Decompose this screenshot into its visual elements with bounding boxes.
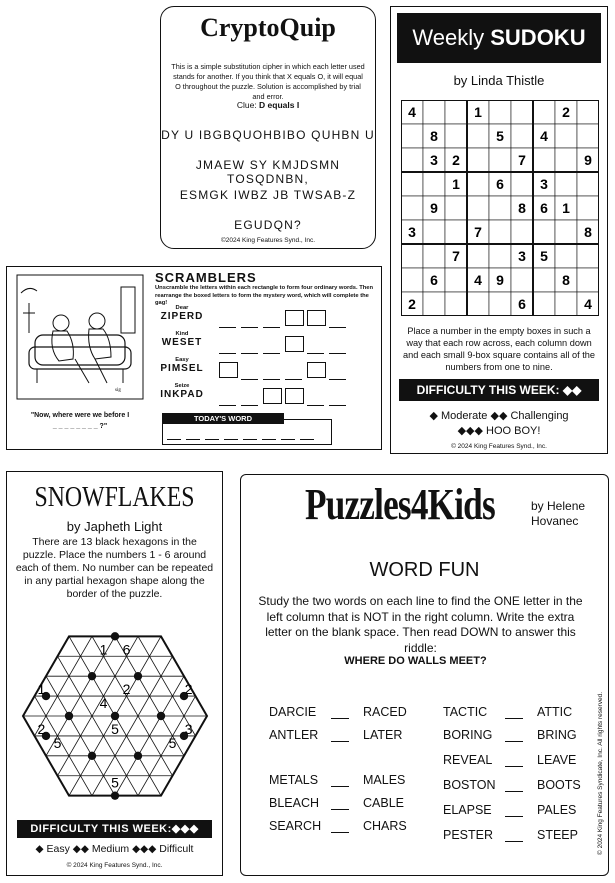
sudoku-given: 6 [496,176,504,192]
extra-letter-blank[interactable] [331,809,349,810]
sudoku-header [397,13,601,63]
left-word: REVEAL [443,753,493,767]
sudoku-given: 2 [408,296,416,312]
sudoku-given: 8 [584,224,592,240]
sudoku-cell[interactable] [401,244,423,268]
left-word: ELAPSE [443,803,492,817]
sudoku-given: 4 [584,296,592,312]
puzzles4kids-panel [240,474,609,876]
sudoku-cell[interactable] [577,100,599,124]
sudoku-cell[interactable] [489,292,511,316]
extra-letter-blank[interactable] [331,786,349,787]
extra-letter-blank[interactable] [505,816,523,817]
sudoku-cell[interactable] [533,292,555,316]
cryptoquip-panel [160,6,376,249]
sudoku-cell[interactable] [511,124,533,148]
snowflakes-byline: by Japheth Light [66,519,163,534]
right-word: LEAVE [537,753,577,767]
snowflakes-copyright: © 2024 King Features Synd., Inc. [66,862,163,869]
author-line: by Helene [531,499,586,513]
puzzles4kids-logo: Puzzles4Kids [305,480,495,529]
riddle-question: WHERE DO WALLS MEET? [344,655,487,667]
black-hexagon [111,712,119,720]
scrambled-word: PIMSEL [160,363,204,374]
boxed-letter-slot[interactable] [285,310,304,326]
sudoku-cell[interactable] [555,220,577,244]
author-line: Hovanec [531,514,579,528]
given-number: 2 [184,681,193,698]
black-hexagon [88,752,96,760]
puzzles4kids-instructions: Study the two words on each line to find the ONE letter in the left column that is NOT in the right column. Write the extra letter on the blank space. Then read DOWN to answer this riddle: [258,594,583,655]
snowflakes-instructions: There are 13 black hexagons in the puzzle. Place the numbers 1 - 6 around each of them. No number can be repeated in any partial hexagon shape along the border of the puzzle. [15,536,214,600]
caption-line: _ _ _ _ _ _ _ _ ?" [52,423,108,430]
black-hexagon [134,752,142,760]
given-number: 5 [111,774,119,791]
given-number: 1 [37,681,46,698]
sudoku-cell[interactable] [577,172,599,196]
left-word: ANTLER [269,728,319,742]
extra-letter-blank[interactable] [331,741,349,742]
sudoku-cell[interactable] [577,124,599,148]
sudoku-cell[interactable] [533,100,555,124]
boxed-letter-slot[interactable] [285,388,304,404]
clue-label: Clue: [236,100,257,110]
sudoku-given: 5 [496,128,504,144]
sudoku-cell[interactable] [423,220,445,244]
given-number: 2 [122,681,131,698]
left-word: METALS [269,773,319,787]
black-hexagon [65,712,73,720]
black-hexagon [88,672,96,680]
scramble-word-row [157,357,207,374]
sudoku-given: 8 [430,128,438,144]
sudoku-given: 3 [540,176,548,192]
letter-blank[interactable] [263,327,280,328]
right-word: ATTIC [537,705,573,719]
sudoku-title-bold: SUDOKU [490,25,586,50]
cipher-line: DY U IBGBQUOHBIBO QUHBN U [161,128,375,142]
scramblers-instructions: Unscramble the letters within each rectangle to form four ordinary words. Then rearrange the boxed letters to form the mystery word, which will complete the gag! [155,285,374,306]
sudoku-copyright: © 2024 King Features Synd., Inc. [451,443,547,450]
clue-text: D equals I [259,100,300,110]
cartoon-caption [15,410,145,432]
sudoku-cell[interactable] [555,244,577,268]
right-word: RACED [363,705,407,719]
snowflakes-difficulty: DIFFICULTY THIS WEEK:◆◆◆ [17,820,212,838]
given-number: 5 [168,734,177,751]
scramblers-title: SCRAMBLERS [155,270,257,285]
sudoku-cell[interactable] [445,220,467,244]
sudoku-cell[interactable] [555,292,577,316]
sudoku-level-line: ◆ Moderate ◆◆ Challenging [429,410,569,422]
sudoku-given: 6 [518,296,526,312]
sudoku-cell[interactable] [401,196,423,220]
puzzles4kids-subtitle: WORD FUN [369,559,480,581]
sudoku-given: 8 [518,200,526,216]
rights-notice: © 2024 King Features Syndicate, Inc. All rights reserved. [597,691,604,855]
boxed-letter-slot[interactable] [219,362,238,378]
sudoku-cell[interactable] [467,196,489,220]
sudoku-cell[interactable] [511,100,533,124]
sudoku-given: 9 [584,152,592,168]
sudoku-given: 9 [496,272,504,288]
letter-blank[interactable] [241,353,258,354]
letter-blank[interactable] [307,353,324,354]
cryptoquip-intro: This is a simple substitution cipher in which each letter used stands for another. If you think that X equals O, it will equal O throughout the puzzle. Solution is accomplished by trial and error. [171,62,365,101]
sudoku-given: 1 [562,200,570,216]
right-word: STEEP [537,828,578,842]
sudoku-given: 7 [474,224,482,240]
sudoku-given: 1 [452,176,460,192]
letter-blank[interactable] [263,353,280,354]
sudoku-cell[interactable] [489,100,511,124]
cipher-line: ESMGK IWBZ JB TWSAB-Z [179,188,357,202]
sudoku-given: 4 [540,128,548,144]
sudoku-cell[interactable] [489,244,511,268]
sudoku-cell[interactable] [423,172,445,196]
black-hexagon [111,791,119,799]
sudoku-given: 4 [408,104,416,120]
sudoku-cell[interactable] [555,124,577,148]
left-word: BOSTON [443,778,496,792]
sudoku-cell[interactable] [467,292,489,316]
scramble-word-row [157,383,207,400]
letter-blank[interactable] [329,327,346,328]
scramble-word-row [157,331,207,348]
letter-blank[interactable] [307,405,324,406]
letter-blank[interactable] [263,379,280,380]
cipher-line: EGUDQN? [234,218,302,232]
sudoku-given: 3 [408,224,416,240]
extra-letter-blank[interactable] [331,718,349,719]
scramble-word-row [157,305,207,322]
extra-letter-blank[interactable] [505,841,523,842]
sudoku-levels [391,409,607,439]
right-word: PALES [537,803,577,817]
letter-blank[interactable] [241,327,258,328]
right-word: BRING [537,728,577,742]
sudoku-cell[interactable] [533,148,555,172]
word-hint: Dear [175,305,189,311]
sudoku-given: 3 [518,248,526,264]
boxed-letter-slot[interactable] [307,362,326,378]
extra-letter-blank[interactable] [505,766,523,767]
caption-line: "Now, where were we before I [30,412,130,419]
boxed-letter-slot[interactable] [263,388,282,404]
right-word: MALES [363,773,406,787]
sudoku-cell[interactable] [467,124,489,148]
sudoku-cell[interactable] [401,172,423,196]
sudoku-cell[interactable] [467,148,489,172]
sudoku-cell[interactable] [577,268,599,292]
sudoku-given: 4 [474,272,482,288]
sudoku-cell[interactable] [533,268,555,292]
given-number: 2 [37,720,46,737]
extra-letter-blank[interactable] [505,791,523,792]
sudoku-given: 2 [562,104,570,120]
snowflakes-title: SNOWFLAKES [34,482,195,513]
scrambled-word: INKPAD [160,389,204,400]
letter-blank[interactable] [285,379,302,380]
given-number: 5 [111,720,119,737]
sudoku-cell[interactable] [445,292,467,316]
left-word: DARCIE [269,705,317,719]
letter-blank[interactable] [241,379,258,380]
todays-word-label: TODAY'S WORD [162,413,284,424]
puzzles4kids-author [531,499,585,529]
scrambled-word: ZIPERD [160,311,204,322]
snowflake-grid [7,620,224,820]
right-word: LATER [363,728,403,742]
letter-blank[interactable] [329,353,346,354]
sudoku-cell[interactable] [401,268,423,292]
extra-letter-blank[interactable] [505,741,523,742]
sudoku-cell[interactable] [489,148,511,172]
sudoku-given: 2 [452,152,460,168]
scramblers-panel [6,266,382,450]
sudoku-cell[interactable] [423,244,445,268]
sudoku-cell[interactable] [445,268,467,292]
sudoku-cell[interactable] [423,292,445,316]
left-word: SEARCH [269,819,322,833]
sudoku-cell[interactable] [401,148,423,172]
sudoku-given: 7 [518,152,526,168]
letter-blank[interactable] [219,405,236,406]
sudoku-difficulty: DIFFICULTY THIS WEEK: ◆◆ [399,379,599,401]
snowflakes-levels: ◆ Easy ◆◆ Medium ◆◆◆ Difficult [35,843,194,855]
cryptoquip-clue [161,100,375,110]
sudoku-cell[interactable] [401,124,423,148]
boxed-letter-slot[interactable] [307,310,326,326]
sudoku-cell[interactable] [577,196,599,220]
sudoku-given: 5 [540,248,548,264]
cryptoquip-copyright: ©2024 King Features Synd., Inc. [220,237,316,244]
right-word: CHARS [363,819,407,833]
sudoku-cell[interactable] [577,244,599,268]
sudoku-level-line: ◆◆◆ HOO BOY! [457,425,541,437]
sudoku-given: 7 [452,248,460,264]
left-word: TACTIC [443,705,488,719]
snowflakes-panel [6,471,223,876]
sudoku-byline: by Linda Thistle [453,73,545,88]
sudoku-instructions: Place a number in the empty boxes in such a way that each row across, each column down and each small 9-box square contains all of the numbers from one to nine. [402,326,596,372]
sudoku-cell[interactable] [489,196,511,220]
sudoku-cell[interactable] [445,196,467,220]
boxed-letter-slot[interactable] [285,336,304,352]
sudoku-cell[interactable] [467,172,489,196]
sudoku-given: 6 [430,272,438,288]
right-word: CABLE [363,796,404,810]
black-hexagon [157,712,165,720]
sudoku-cell[interactable] [511,172,533,196]
sudoku-cell[interactable] [555,172,577,196]
sudoku-title-light: Weekly [412,25,485,50]
letter-blank[interactable] [219,327,236,328]
cipher-line: JMAEW SY KMJDSMN TOSQDNBN, [195,158,341,186]
sudoku-cell[interactable] [445,124,467,148]
word-hint: Kind [175,331,189,337]
cryptoquip-title: CryptoQuip [200,13,336,42]
letter-blank[interactable] [241,405,258,406]
scrambled-word: WESET [161,337,203,348]
sudoku-given: 6 [540,200,548,216]
given-number: 5 [53,734,62,751]
extra-letter-blank[interactable] [331,832,349,833]
sudoku-given: 1 [474,104,482,120]
black-hexagon [111,632,119,640]
left-word: PESTER [443,828,494,842]
sudoku-cell[interactable] [511,220,533,244]
sudoku-given: 3 [430,152,438,168]
sudoku-cell[interactable] [533,220,555,244]
sudoku-cell[interactable] [423,100,445,124]
given-number: 4 [99,695,108,712]
left-word: BLEACH [269,796,320,810]
left-word: BORING [443,728,493,742]
right-word: BOOTS [537,778,581,792]
sudoku-cell[interactable] [489,220,511,244]
sudoku-grid [401,100,599,316]
sudoku-given: 8 [562,272,570,288]
sudoku-cell[interactable] [511,268,533,292]
word-hint: Seize [174,383,190,389]
sudoku-cell[interactable] [555,148,577,172]
letter-blank[interactable] [219,353,236,354]
svg-text:sig: sig [115,388,121,393]
sudoku-panel [390,6,608,454]
letter-blank[interactable] [329,379,346,380]
given-number: 6 [122,641,131,658]
given-number: 1 [99,641,108,658]
sudoku-given: 9 [430,200,438,216]
cartoon-image [15,273,145,401]
sudoku-cell[interactable] [445,100,467,124]
word-hint: Easy [175,357,189,363]
black-hexagon [134,672,142,680]
extra-letter-blank[interactable] [505,718,523,719]
given-number: 3 [184,720,193,737]
letter-blank[interactable] [329,405,346,406]
sudoku-cell[interactable] [467,244,489,268]
